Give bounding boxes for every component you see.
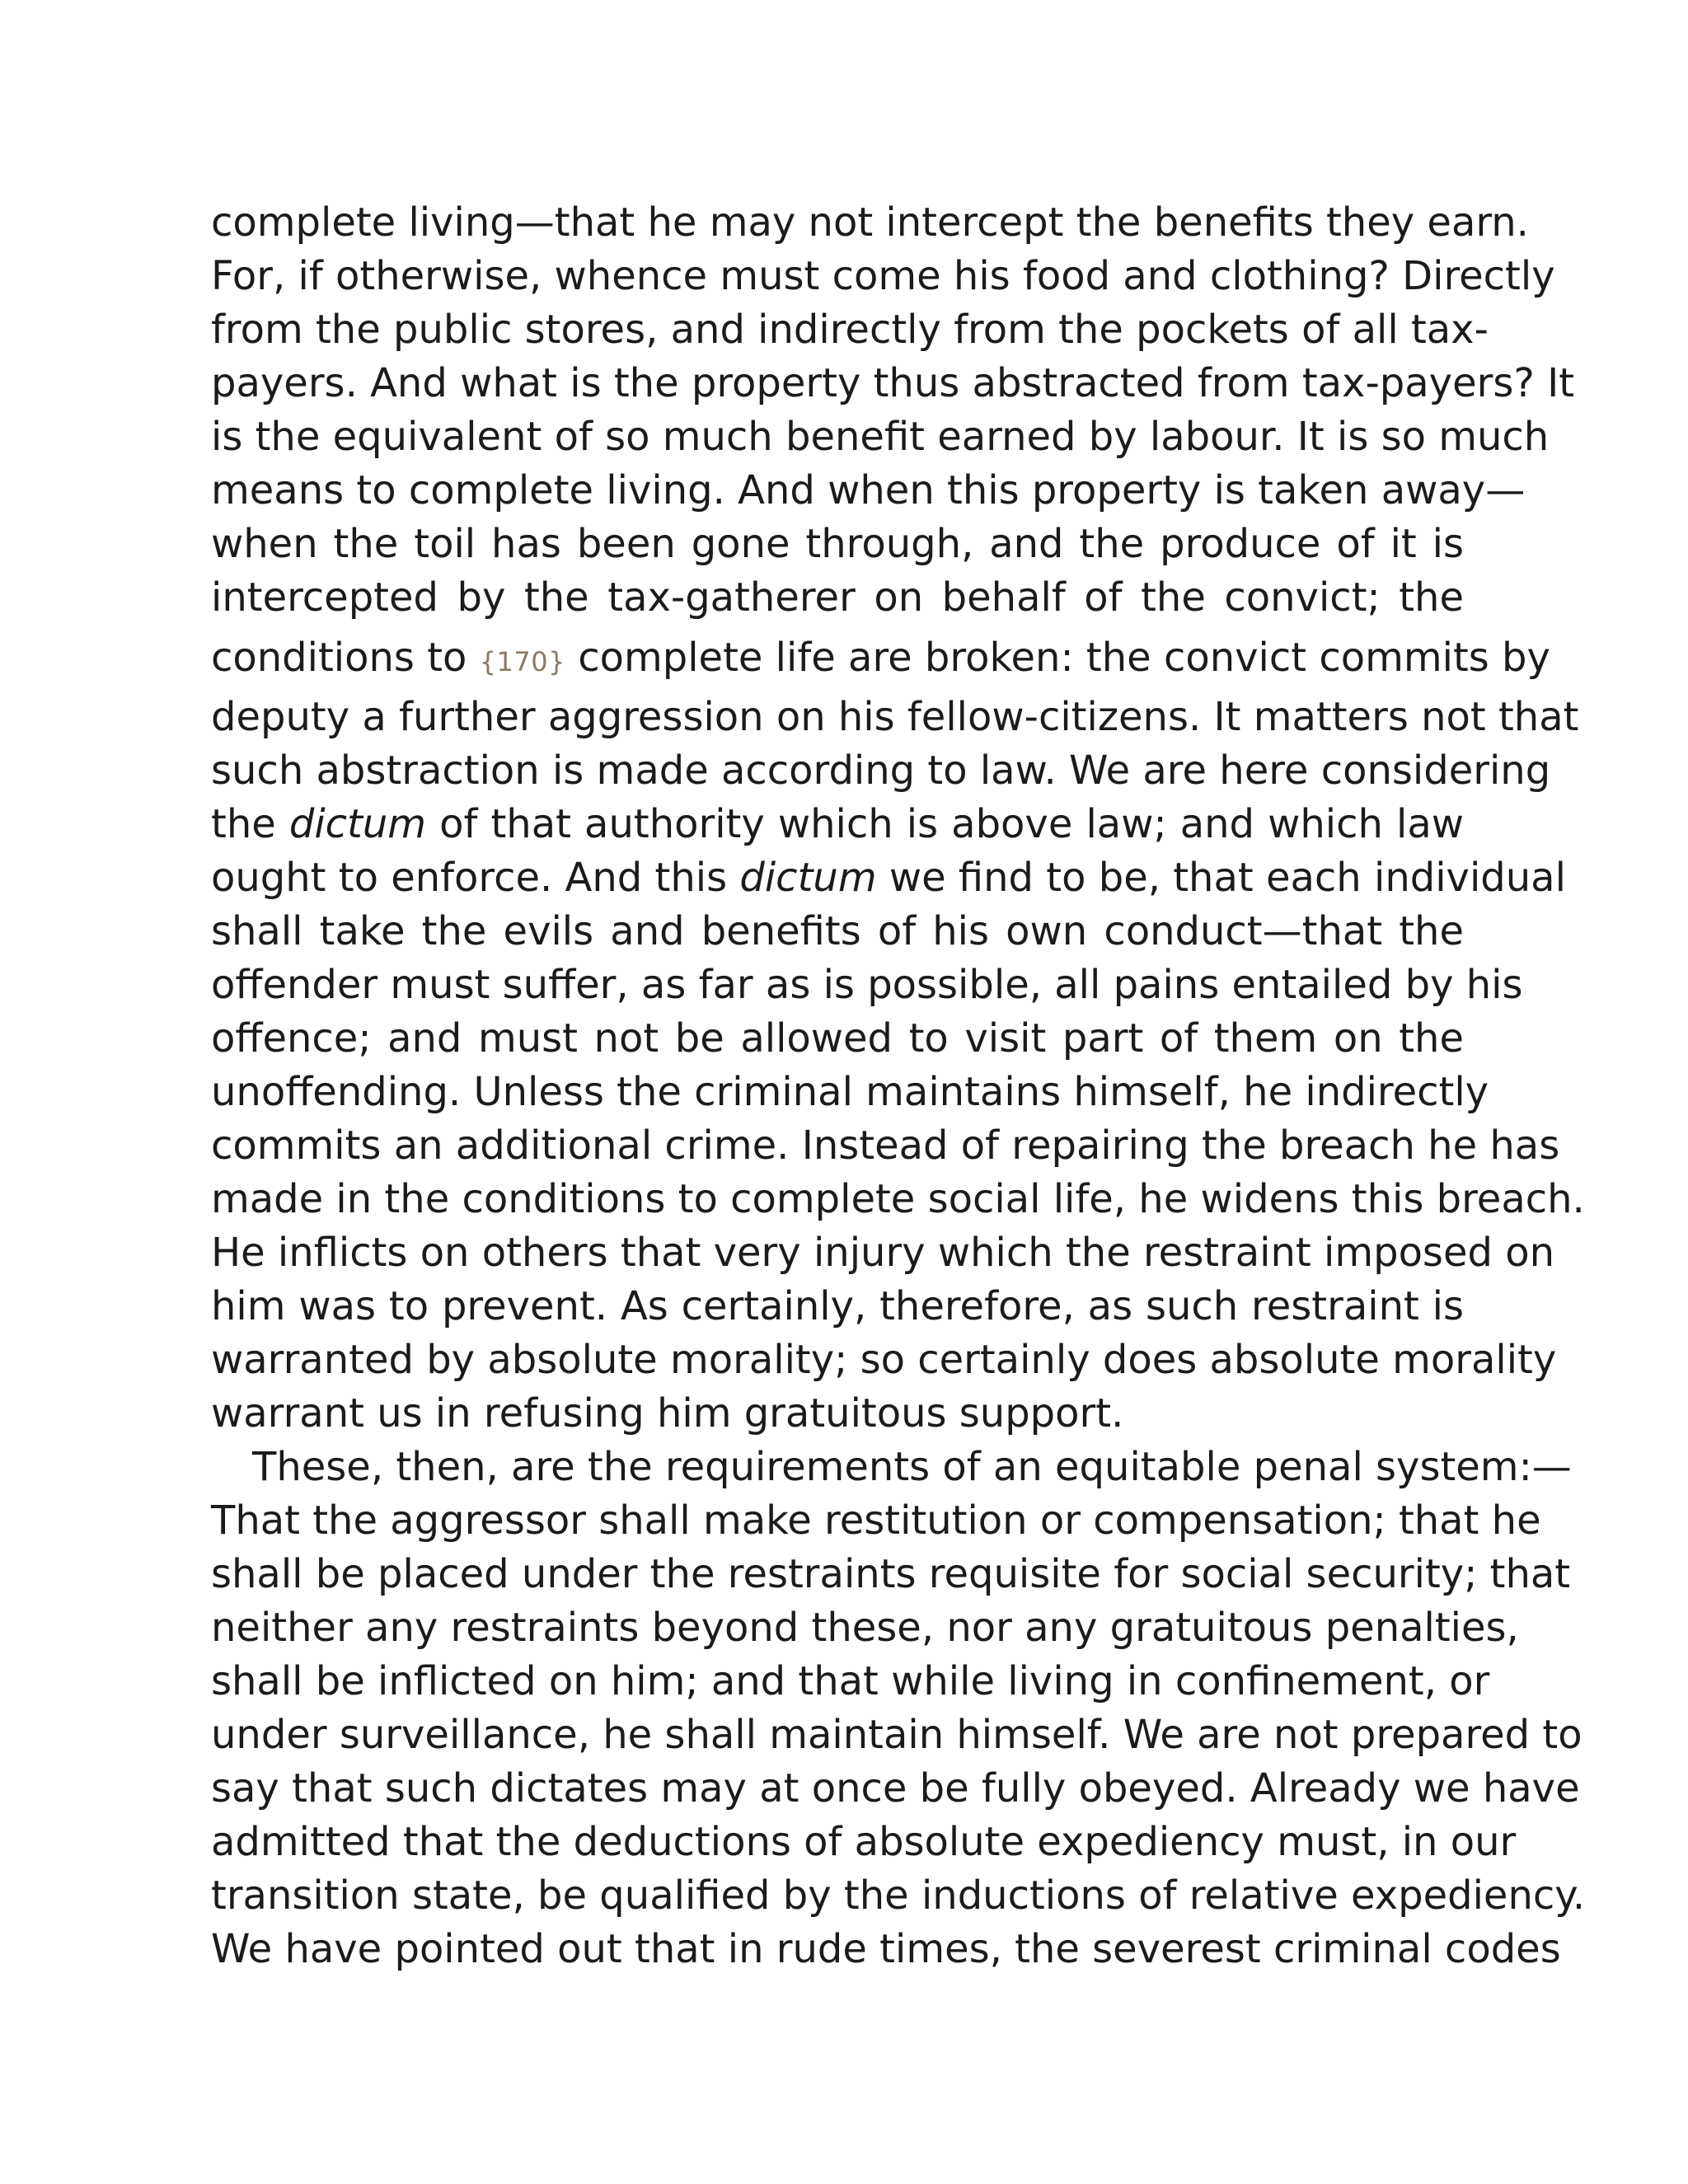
text-line: [211, 798, 1464, 851]
text-line: We have pointed out that in rude times, the severest criminal codes: [211, 1926, 1561, 1972]
text-line: [211, 851, 1566, 905]
page-number-marker: {170}: [479, 646, 565, 677]
text-line: admitted that the deductions of absolute expediency must, in our: [211, 1819, 1517, 1865]
text-line: shall be placed under the restraints requisite for social security; that: [211, 1551, 1571, 1597]
text-line: means to complete living. And when this property is taken away—: [211, 467, 1526, 513]
text-line: from the public stores, and indirectly from the pockets of all tax-: [211, 307, 1489, 353]
text-segment: we find to be, that each individual: [889, 855, 1566, 901]
italic-term: dictum: [288, 801, 427, 847]
text-line: neither any restraints beyond these, nor any gratuitous penalties,: [211, 1605, 1519, 1651]
text-line: That the aggressor shall make restitution or compensation; that he: [211, 1497, 1541, 1544]
text-line: warranted by absolute morality; so certainly does absolute morality: [211, 1337, 1557, 1383]
text-line: complete living—that he may not intercept the benefits they earn.: [211, 199, 1529, 246]
text-line: such abstraction is made according to law. We are here considering: [211, 748, 1551, 794]
text-line: [211, 625, 1550, 691]
text-line: unoffending. Unless the criminal maintains himself, he indirectly: [211, 1069, 1489, 1115]
text-line: him was to prevent. As certainly, therefore, as such restraint is: [211, 1283, 1464, 1329]
text-line: payers. And what is the property thus abstracted from tax-payers? It: [211, 360, 1575, 406]
text-line: intercepted by the tax-gatherer on behalf of the convict; the: [211, 574, 1464, 621]
text-line: is the equivalent of so much benefit earned by labour. It is so much: [211, 414, 1550, 460]
text-segment: ought to enforce. And this: [211, 855, 728, 901]
text-segment: the: [211, 801, 276, 847]
text-line: say that such dictates may at once be fully obeyed. Already we have: [211, 1765, 1580, 1811]
text-line: made in the conditions to complete social life, he widens this breach.: [211, 1176, 1585, 1222]
text-line: commits an additional crime. Instead of repairing the breach he has: [211, 1122, 1560, 1169]
text-line: deputy a further aggression on his fellow-citizens. It matters not that: [211, 694, 1579, 740]
text-line: offence; and must not be allowed to visit part of them on the: [211, 1015, 1464, 1062]
text-line: under surveillance, he shall maintain himself. We are not prepared to: [211, 1712, 1582, 1758]
text-line: He inflicts on others that very injury which the restraint imposed on: [211, 1230, 1554, 1276]
text-line: transition state, be qualified by the inductions of relative expediency.: [211, 1872, 1586, 1919]
text-segment: complete life are broken: the convict commits by: [578, 635, 1550, 681]
text-line: offender must suffer, as far as is possible, all pains entailed by his: [211, 962, 1523, 1008]
paragraph-2: [211, 1441, 1586, 1976]
text-line: shall take the evils and benefits of his own conduct—that the: [211, 908, 1464, 954]
text-line: shall be inflicted on him; and that while living in confinement, or: [211, 1658, 1490, 1704]
paragraph-1: [211, 196, 1585, 1441]
text-line: For, if otherwise, whence must come his food and clothing? Directly: [211, 253, 1555, 299]
page-body: [211, 196, 1586, 1976]
text-line: when the toil has been gone through, and the produce of it is: [211, 521, 1464, 567]
text-segment: of that authority which is above law; and which law: [439, 801, 1464, 847]
text-segment: conditions to: [211, 635, 467, 681]
italic-term: dictum: [739, 855, 877, 901]
text-line: These, then, are the requirements of an equitable penal system:—: [252, 1444, 1572, 1490]
text-line: warrant us in refusing him gratuitous support.: [211, 1390, 1124, 1436]
